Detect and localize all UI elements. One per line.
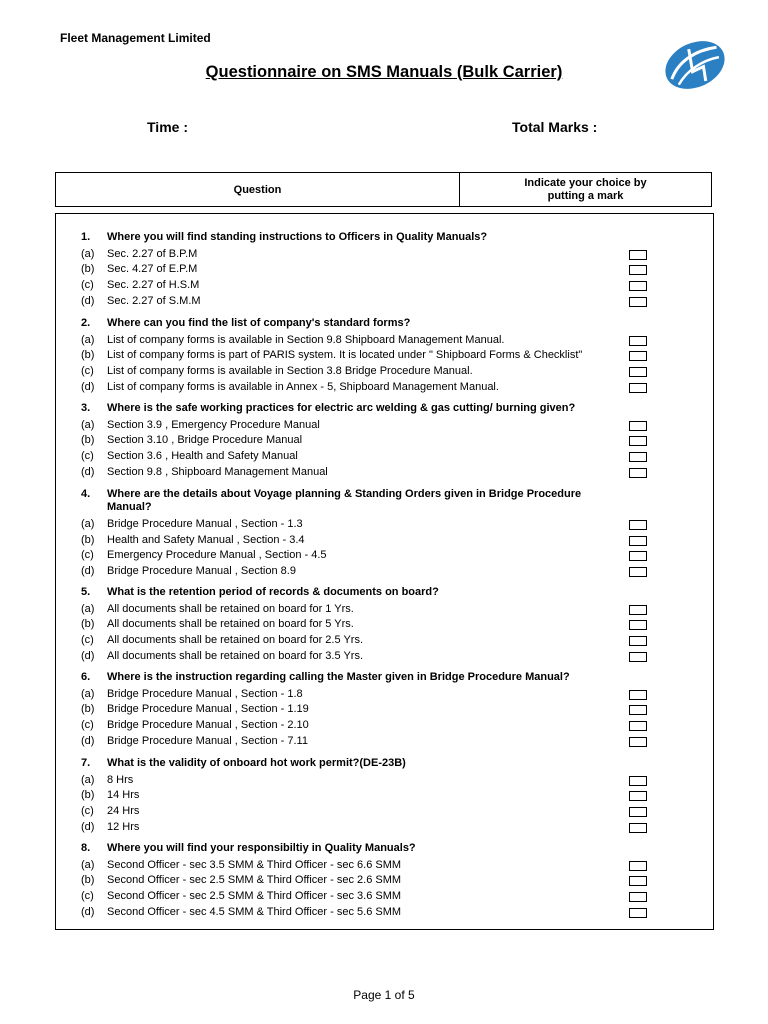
answer-checkbox[interactable] xyxy=(629,351,647,361)
option-text: Section 9.8 , Shipboard Management Manual xyxy=(107,466,328,478)
answer-checkbox[interactable] xyxy=(629,807,647,817)
question-text: Where you will find your responsibiltiy in Quality Manuals? xyxy=(107,842,416,854)
answer-checkbox[interactable] xyxy=(629,636,647,646)
option-label: (b) xyxy=(81,703,95,715)
choice-header-line2: putting a mark xyxy=(547,189,624,202)
choice-header-line1: Indicate your choice by xyxy=(524,176,647,189)
option-text: Second Officer - sec 4.5 SMM & Third Officer - sec 5.6 SMM xyxy=(107,906,402,918)
question-number: 5. xyxy=(81,586,91,598)
answer-checkbox[interactable] xyxy=(629,250,647,260)
option-label: (c) xyxy=(81,805,94,817)
option-label: (c) xyxy=(81,450,94,462)
option-label: (c) xyxy=(81,365,94,377)
option-text: All documents shall be retained on board for 1 Yrs. xyxy=(107,603,354,615)
answer-checkbox[interactable] xyxy=(629,892,647,902)
option-label: (a) xyxy=(81,859,95,871)
option-text: 24 Hrs xyxy=(107,805,140,817)
option-label: (a) xyxy=(81,419,95,431)
option-text: Second Officer - sec 2.5 SMM & Third Officer - sec 3.6 SMM xyxy=(107,890,402,902)
option-label: (a) xyxy=(81,774,95,786)
answer-checkbox[interactable] xyxy=(629,690,647,700)
option-label: (d) xyxy=(81,381,95,393)
question-text: Where is the safe working practices for electric arc welding & gas cutting/ burning given? xyxy=(107,402,576,414)
question-number: 6. xyxy=(81,671,91,683)
option-label: (b) xyxy=(81,618,95,630)
answer-checkbox[interactable] xyxy=(629,520,647,530)
option-text: List of company forms is available in Section 3.8 Bridge Procedure Manual. xyxy=(107,365,473,377)
question-number: 8. xyxy=(81,842,91,854)
answer-checkbox[interactable] xyxy=(629,823,647,833)
option-text: Emergency Procedure Manual , Section - 4.5 xyxy=(107,549,327,561)
option-label: (a) xyxy=(81,603,95,615)
question-text: Where is the instruction regarding calling the Master given in Bridge Procedure Manual? xyxy=(107,671,570,683)
option-text: All documents shall be retained on board for 3.5 Yrs. xyxy=(107,650,364,662)
option-label: (c) xyxy=(81,279,94,291)
answer-checkbox[interactable] xyxy=(629,567,647,577)
company-name: Fleet Management Limited xyxy=(60,31,211,45)
choice-column-header xyxy=(460,173,711,206)
answer-checkbox[interactable] xyxy=(629,367,647,377)
answer-checkbox[interactable] xyxy=(629,297,647,307)
option-label: (b) xyxy=(81,349,95,361)
option-text: 12 Hrs xyxy=(107,821,140,833)
answer-checkbox[interactable] xyxy=(629,908,647,918)
option-text: Second Officer - sec 3.5 SMM & Third Officer - sec 6.6 SMM xyxy=(107,859,402,871)
option-text: List of company forms is part of PARIS system. It is located under " Shipboard Forms & Checklist" xyxy=(107,349,583,361)
answer-checkbox[interactable] xyxy=(629,265,647,275)
question-number: 1. xyxy=(81,231,91,243)
option-label: (b) xyxy=(81,874,95,886)
answer-checkbox[interactable] xyxy=(629,791,647,801)
option-text: Bridge Procedure Manual , Section - 2.10 xyxy=(107,719,309,731)
question-number: 4. xyxy=(81,488,91,500)
option-label: (c) xyxy=(81,634,94,646)
answer-checkbox[interactable] xyxy=(629,737,647,747)
question-number: 3. xyxy=(81,402,91,414)
option-label: (c) xyxy=(81,719,94,731)
option-text: Bridge Procedure Manual , Section 8.9 xyxy=(107,565,296,577)
option-label: (d) xyxy=(81,565,95,577)
question-text: What is the validity of onboard hot work permit?(DE-23B) xyxy=(107,757,406,769)
option-label: (c) xyxy=(81,890,94,902)
answer-checkbox[interactable] xyxy=(629,861,647,871)
option-label: (a) xyxy=(81,518,95,530)
time-label: Time : xyxy=(147,119,188,135)
table-header xyxy=(55,172,712,207)
option-text: Bridge Procedure Manual , Section - 1.19 xyxy=(107,703,309,715)
answer-checkbox[interactable] xyxy=(629,776,647,786)
option-label: (d) xyxy=(81,906,95,918)
answer-checkbox[interactable] xyxy=(629,421,647,431)
question-number: 7. xyxy=(81,757,91,769)
option-label: (b) xyxy=(81,263,95,275)
option-label: (b) xyxy=(81,789,95,801)
option-text: 14 Hrs xyxy=(107,789,140,801)
answer-checkbox[interactable] xyxy=(629,281,647,291)
option-label: (a) xyxy=(81,334,95,346)
answer-checkbox[interactable] xyxy=(629,452,647,462)
option-text: All documents shall be retained on board for 5 Yrs. xyxy=(107,618,354,630)
option-text: Sec. 4.27 of E.P.M xyxy=(107,263,198,275)
answer-checkbox[interactable] xyxy=(629,536,647,546)
question-text: Where can you find the list of company's standard forms? xyxy=(107,317,411,329)
option-label: (b) xyxy=(81,534,95,546)
answer-checkbox[interactable] xyxy=(629,468,647,478)
answer-checkbox[interactable] xyxy=(629,705,647,715)
answer-checkbox[interactable] xyxy=(629,551,647,561)
option-text: Sec. 2.27 of H.S.M xyxy=(107,279,200,291)
option-text: Section 3.10 , Bridge Procedure Manual xyxy=(107,434,303,446)
answer-checkbox[interactable] xyxy=(629,652,647,662)
option-label: (d) xyxy=(81,295,95,307)
option-label: (a) xyxy=(81,688,95,700)
question-number: 2. xyxy=(81,317,91,329)
question-text: Where you will find standing instructions to Officers in Quality Manuals? xyxy=(107,231,488,243)
option-label: (d) xyxy=(81,735,95,747)
page-number: Page 1 of 5 xyxy=(353,988,415,1002)
answer-checkbox[interactable] xyxy=(629,721,647,731)
option-label: (d) xyxy=(81,466,95,478)
option-label: (d) xyxy=(81,650,95,662)
answer-checkbox[interactable] xyxy=(629,383,647,393)
option-text: Second Officer - sec 2.5 SMM & Third Officer - sec 2.6 SMM xyxy=(107,874,402,886)
option-text: Section 3.6 , Health and Safety Manual xyxy=(107,450,298,462)
question-column-header: Question xyxy=(56,173,460,206)
answer-checkbox[interactable] xyxy=(629,336,647,346)
option-text: Sec. 2.27 of B.P.M xyxy=(107,248,198,260)
option-text: All documents shall be retained on board for 2.5 Yrs. xyxy=(107,634,364,646)
option-text: List of company forms is available in Annex - 5, Shipboard Management Manual. xyxy=(107,381,499,393)
answer-checkbox[interactable] xyxy=(629,620,647,630)
option-text: Bridge Procedure Manual , Section - 1.3 xyxy=(107,518,303,530)
option-text: Bridge Procedure Manual , Section - 7.11 xyxy=(107,735,308,747)
option-text: List of company forms is available in Section 9.8 Shipboard Management Manual. xyxy=(107,334,505,346)
option-text: Bridge Procedure Manual , Section - 1.8 xyxy=(107,688,303,700)
option-text: Sec. 2.27 of S.M.M xyxy=(107,295,201,307)
option-label: (b) xyxy=(81,434,95,446)
answer-checkbox[interactable] xyxy=(629,605,647,615)
option-label: (c) xyxy=(81,549,94,561)
option-text: Health and Safety Manual , Section - 3.4 xyxy=(107,534,305,546)
option-text: Section 3.9 , Emergency Procedure Manual xyxy=(107,419,320,431)
answer-checkbox[interactable] xyxy=(629,436,647,446)
option-label: (a) xyxy=(81,248,95,260)
question-text: What is the retention period of records & documents on board? xyxy=(107,586,439,598)
question-text: Where are the details about Voyage planning & Standing Orders given in Bridge Procedure Manual? xyxy=(107,488,582,513)
page-title: Questionnaire on SMS Manuals (Bulk Carrier) xyxy=(205,63,563,81)
option-text: 8 Hrs xyxy=(107,774,134,786)
total-marks-label: Total Marks : xyxy=(512,119,598,135)
answer-checkbox[interactable] xyxy=(629,876,647,886)
option-label: (d) xyxy=(81,821,95,833)
